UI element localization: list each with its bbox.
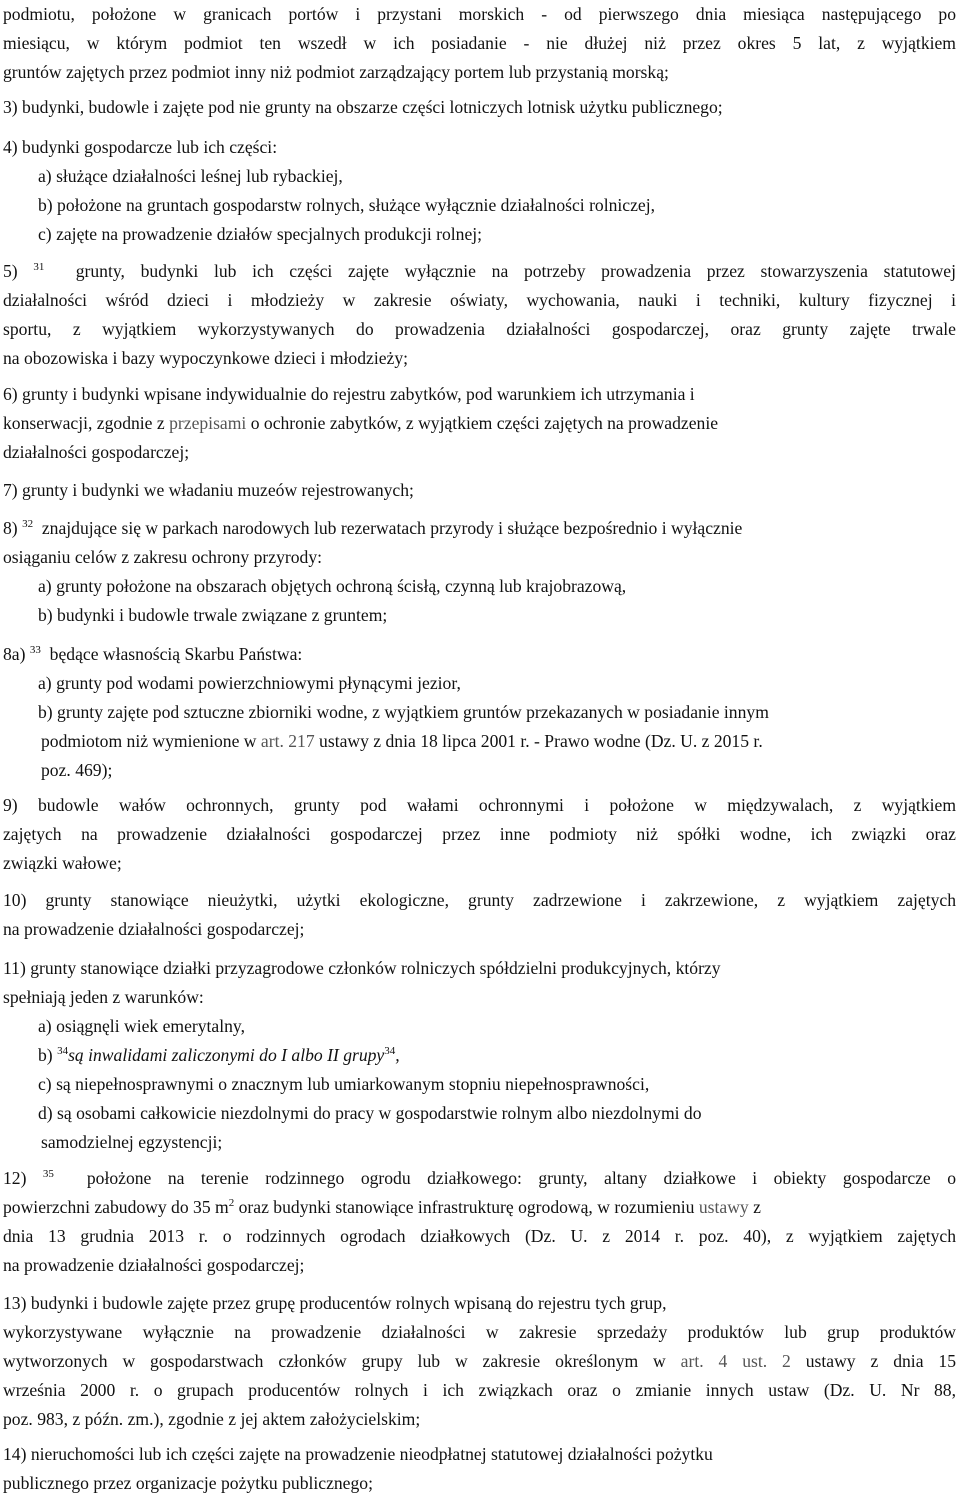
list-item: c) zajęte na prowadzenie działów specjalnych produkcji rolnej; (38, 224, 483, 244)
text-line: miesiącu, w którym podmiot ten wszedł w ich posiadanie - nie dłużej niż przez okres 5 lat, z wyjątkiem (3, 33, 956, 53)
text-line: 9) budowle wałów ochronnych, grunty pod wałami ochronnymi i położone w międzywalach, z wyjątkiem (3, 795, 956, 815)
paragraph-12 (3, 1164, 956, 1280)
footnote-ref: 33 (29, 644, 41, 656)
text-fragment: oraz budynki stanowiące infrastrukturę ogrodową, w rozumieniu (234, 1197, 699, 1217)
text-line (3, 1193, 956, 1222)
reference-link[interactable]: ust. 2 (742, 1351, 791, 1371)
text-line: na prowadzenie działalności gospodarczej; (3, 919, 305, 939)
paragraph-number: 8) (3, 518, 18, 538)
text-line: 6) grunty i budynki wpisane indywidualnie do rejestru zabytków, pod warunkiem ich utrzymania i (3, 384, 695, 404)
footnote-ref: 31 (33, 261, 45, 273)
text-fragment: ustawy z dnia 18 lipca 2001 r. - Prawo wodne (Dz. U. z 2015 r. (314, 731, 763, 751)
paragraph-9 (3, 791, 956, 878)
paragraph-continuation (3, 0, 956, 87)
text-line: publicznego przez organizacje pożytku publicznego; (3, 1473, 373, 1493)
paragraph-heading: 4) budynki gospodarcze lub ich części: (3, 137, 278, 157)
paragraph-6 (3, 380, 956, 467)
text-fragment: powierzchni zabudowy do 35 m (3, 1197, 229, 1217)
list-item (3, 1041, 956, 1070)
text-line: 14) nieruchomości lub ich części zajęte na prowadzenie nieodpłatnej statutowej działalności pożytku (3, 1444, 713, 1464)
text-fragment: grunty, budynki lub ich części zajęte wyłącznie na potrzeby prowadzenia przez stowarzyszenia statutowej (75, 261, 956, 281)
list-item: b) grunty zajęte pod sztuczne zbiorniki wodne, z wyjątkiem gruntów przekazanych w posiadanie innym (38, 702, 769, 722)
paragraph-10 (3, 886, 956, 944)
list-item-continuation: samodzielnej egzystencji; (41, 1132, 223, 1152)
paragraph-7 (3, 476, 956, 505)
text-line: na obozowiska i bazy wypoczynkowe dzieci i młodzieży; (3, 348, 409, 368)
text-line: podmiotu, położone w granicach portów i przystani morskich - od pierwszego dnia miesiąca następującego po (3, 4, 956, 24)
text-line: wykorzystywane wyłącznie na prowadzenie działalności w zakresie sprzedaży produktów lub grup produktów (3, 1322, 956, 1342)
list-item-continuation (3, 727, 956, 756)
paragraph-3 (3, 93, 956, 122)
text-line: 13) budynki i budowle zajęte przez grupę producentów rolnych wpisaną do rejestru tych grup, (3, 1293, 667, 1313)
paragraph-11 (3, 954, 956, 1157)
text-line (3, 1347, 956, 1376)
paragraph-8a (3, 640, 956, 785)
paragraph-14 (3, 1440, 956, 1498)
text-line: związki wałowe; (3, 853, 122, 873)
paragraph-8 (3, 514, 956, 630)
text-line: działalności wśród dzieci i młodzieży w zakresie oświaty, wychowania, nauki i techniki, kultury fizycznej i (3, 290, 956, 310)
text-fragment: wytworzonych w gospodarstwach członków grupy lub w zakresie określonym w (3, 1351, 681, 1371)
text-line: działalności gospodarczej; (3, 442, 190, 462)
paragraph-number: 8a) (3, 644, 26, 664)
paragraph-number: 5) (3, 261, 18, 281)
text-line: września 2000 r. o grupach producentów rolnych i ich związkach oraz o zmianie innych ustaw (Dz. U. Nr 88, (3, 1380, 956, 1400)
text-line: zajętych na prowadzenie działalności gospodarczej przez inne podmioty niż spółki wodne, ich związki oraz (3, 824, 956, 844)
text-line (3, 257, 956, 286)
paragraph-13 (3, 1289, 956, 1434)
paragraph-4 (3, 133, 956, 249)
reference-link[interactable]: art. 217 (260, 731, 315, 751)
text-line: dnia 13 grudnia 2013 r. o rodzinnych ogrodach działkowych (Dz. U. z 2014 r. poz. 40), z wyjątkiem zajętych (3, 1226, 956, 1246)
text-fragment: znajdujące się w parkach narodowych lub rezerwatach przyrody i służące bezpośrednio i wyłącznie (41, 518, 743, 538)
text-fragment: konserwacji, zgodnie z (3, 413, 170, 433)
text-line: gruntów zajętych przez podmiot inny niż podmiot zarządzający portem lub przystanią morską; (3, 62, 669, 82)
list-item: a) grunty pod wodami powierzchniowymi płynącymi jezior, (38, 673, 461, 693)
footnote-ref: 32 (22, 518, 34, 530)
text-line (3, 640, 956, 669)
list-item: a) służące działalności leśnej lub rybackiej, (38, 166, 343, 186)
list-item: b) budynki i budowle trwale związane z gruntem; (38, 605, 388, 625)
text-line: spełniają jeden z warunków: (3, 987, 204, 1007)
text-line: poz. 983, z późn. zm.), zgodnie z jej aktem założycielskim; (3, 1409, 421, 1429)
reference-link[interactable]: ustawy (698, 1197, 749, 1217)
text-fragment: podmiotom niż wymienione w (41, 731, 261, 751)
text-fragment: będące własnością Skarbu Państwa: (49, 644, 303, 664)
paragraph-5 (3, 257, 956, 373)
list-item: b) położone na gruntach gospodarstw rolnych, służące wyłącznie działalności rolniczej, (38, 195, 656, 215)
text-line: 10) grunty stanowiące nieużytki, użytki ekologiczne, grunty zadrzewione i zakrzewione, z wyjątkiem zajętych (3, 890, 956, 910)
paragraph-number: 12) (3, 1168, 27, 1188)
text-fragment: , (395, 1045, 400, 1065)
superscript: 2 (228, 1197, 235, 1209)
footnote-ref: 35 (42, 1168, 54, 1180)
text-fragment: b) (38, 1045, 58, 1065)
list-item: c) są niepełnosprawnymi o znacznym lub umiarkowanym stopniu niepełnosprawności, (38, 1074, 650, 1094)
reference-link[interactable]: przepisami (169, 413, 247, 433)
text-line: 7) grunty i budynki we władaniu muzeów rejestrowanych; (3, 480, 414, 500)
text-line: na prowadzenie działalności gospodarczej; (3, 1255, 305, 1275)
text-line: 3) budynki, budowle i zajęte pod nie grunty na obszarze części lotniczych lotnisk użytku publicznego; (3, 97, 723, 117)
list-item: a) grunty położone na obszarach objętych ochroną ścisłą, czynną lub krajobrazową, (38, 576, 627, 596)
footnote-ref: 34 (57, 1045, 69, 1057)
text-fragment: z (748, 1197, 761, 1217)
footnote-ref: 34 (384, 1045, 396, 1057)
text-fragment (727, 1351, 742, 1371)
text-line (3, 409, 956, 438)
text-fragment: o ochronie zabytków, z wyjątkiem części zajętych na prowadzenie (246, 413, 719, 433)
reference-link[interactable]: art. 4 (680, 1351, 728, 1371)
text-fragment: ustawy z dnia 15 (790, 1351, 956, 1371)
text-line: sportu, z wyjątkiem wykorzystywanych do prowadzenia działalności gospodarczej, oraz grunty zajęte trwale (3, 319, 956, 339)
text-fragment: położone na terenie rodzinnego ogrodu działkowego: grunty, altany działkowe i obiekty gospodarcze o (86, 1168, 957, 1188)
text-line (3, 1164, 956, 1193)
italic-text: są inwalidami zaliczonymi do I albo II grupy (68, 1045, 385, 1065)
text-line: 11) grunty stanowiące działki przyzagrodowe członków rolniczych spółdzielni produkcyjnych, którzy (3, 958, 721, 978)
list-item: a) osiągnęli wiek emerytalny, (38, 1016, 245, 1036)
text-line: osiąganiu celów z zakresu ochrony przyrody: (3, 547, 323, 567)
text-line (3, 514, 956, 543)
list-item-continuation: poz. 469); (41, 760, 113, 780)
list-item: d) są osobami całkowicie niezdolnymi do pracy w gospodarstwie rolnym albo niezdolnymi do (38, 1103, 702, 1123)
